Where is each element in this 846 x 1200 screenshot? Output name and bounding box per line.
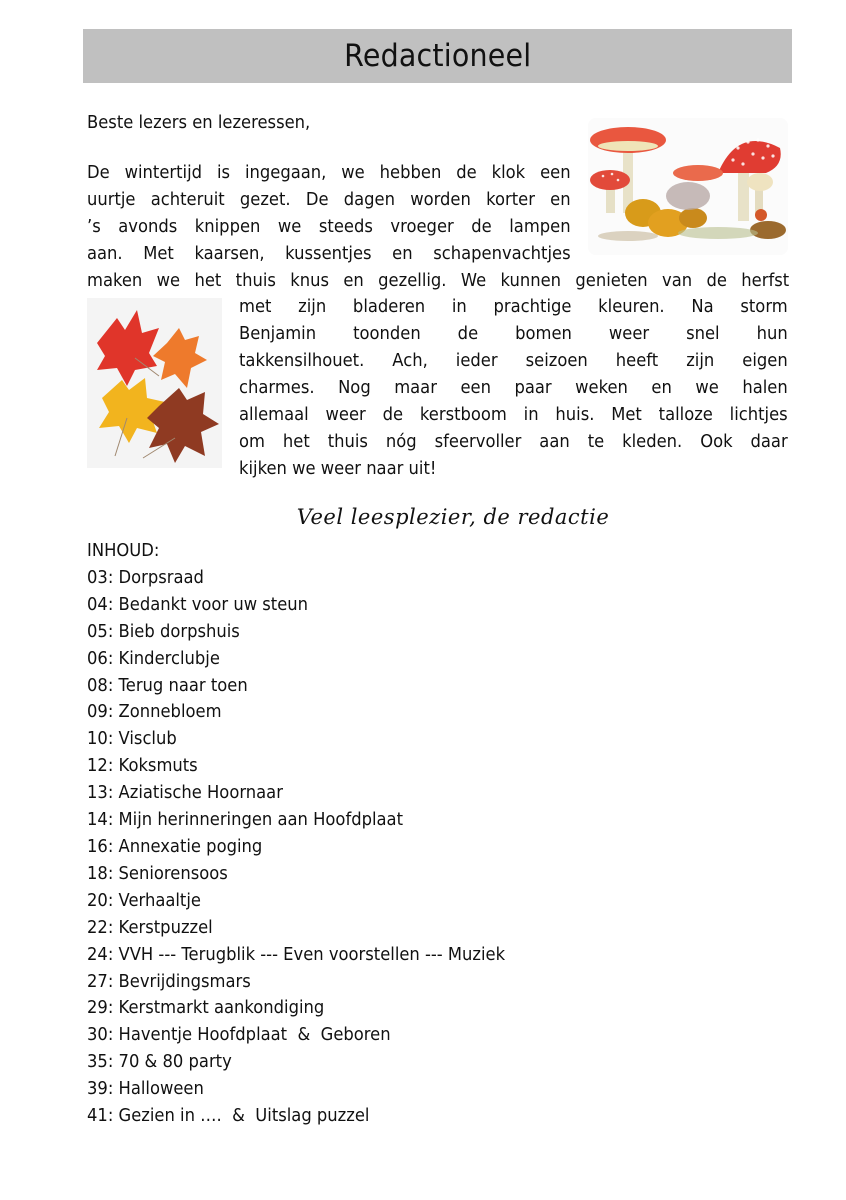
paragraph-line: charmes. Nog maar een paar weken en we halen bbox=[239, 378, 788, 398]
toc-item: 03: Dorpsraad bbox=[87, 567, 204, 588]
toc-item: 10: Visclub bbox=[87, 729, 177, 750]
toc-item: 16: Annexatie poging bbox=[87, 836, 263, 857]
body-paragraph bbox=[239, 294, 788, 483]
signoff bbox=[0, 505, 846, 529]
paragraph-line: ’s avonds knippen we steeds vroeger de lampen bbox=[87, 217, 571, 237]
table-of-contents bbox=[87, 538, 505, 1130]
paragraph-line: De wintertijd is ingegaan, we hebben de klok een bbox=[87, 163, 571, 183]
paragraph-line: allemaal weer de kerstboom in huis. Met talloze lichtjes bbox=[239, 405, 788, 425]
toc-item: 13: Aziatische Hoornaar bbox=[87, 783, 283, 804]
paragraph-line: aan. Met kaarsen, kussentjes en schapenvachtjes bbox=[87, 244, 571, 264]
intro-paragraph bbox=[87, 160, 790, 295]
toc-item: 05: Bieb dorpshuis bbox=[87, 621, 240, 642]
toc-item: 14: Mijn herinneringen aan Hoofdplaat bbox=[87, 810, 403, 831]
toc-item: 06: Kinderclubje bbox=[87, 648, 220, 669]
greeting: Beste lezers en lezeressen, bbox=[87, 113, 311, 133]
paragraph-line: maken we het thuis knus en gezellig. We kunnen genieten van de herfst bbox=[87, 271, 790, 291]
toc-item: 41: Gezien in …. & Uitslag puzzel bbox=[87, 1106, 370, 1127]
title-bar bbox=[83, 29, 792, 83]
paragraph-line: uurtje achteruit gezet. De dagen worden korter en bbox=[87, 190, 571, 210]
toc-item: 30: Haventje Hoofdplaat & Geboren bbox=[87, 1025, 391, 1046]
paragraph-line: om het thuis nóg sfeervoller aan te kleden. Ook daar bbox=[239, 432, 788, 452]
paragraph-line: met zijn bladeren in prachtige kleuren. Na storm bbox=[239, 297, 788, 317]
paragraph-line: Benjamin toonden de bomen weer snel hun bbox=[239, 324, 788, 344]
toc-item: 04: Bedankt voor uw steun bbox=[87, 594, 309, 615]
toc-item: 09: Zonnebloem bbox=[87, 702, 222, 723]
toc-item: 27: Bevrijdingsmars bbox=[87, 971, 251, 992]
toc-heading: INHOUD: bbox=[87, 541, 160, 561]
toc-item: 22: Kerstpuzzel bbox=[87, 917, 213, 938]
paragraph-line: kijken we weer naar uit! bbox=[239, 459, 437, 479]
toc-item: 12: Koksmuts bbox=[87, 756, 198, 777]
toc-item: 39: Halloween bbox=[87, 1079, 204, 1100]
autumn-leaves-illustration bbox=[87, 298, 222, 468]
toc-item: 24: VVH --- Terugblik --- Even voorstellen --- Muziek bbox=[87, 944, 506, 965]
toc-item: 20: Verhaaltje bbox=[87, 890, 201, 911]
toc-item: 18: Seniorensoos bbox=[87, 863, 228, 884]
paragraph-line: takkensilhouet. Ach, ieder seizoen heeft zijn eigen bbox=[239, 351, 788, 371]
page-title: Redactioneel bbox=[343, 38, 532, 74]
mushrooms-image bbox=[588, 118, 788, 255]
toc-item: 35: 70 & 80 party bbox=[87, 1052, 232, 1073]
toc-item: 08: Terug naar toen bbox=[87, 675, 248, 696]
signoff-text: Veel leesplezier, de redactie bbox=[296, 505, 610, 529]
autumn-leaves-image bbox=[87, 298, 222, 468]
mushrooms-illustration bbox=[588, 118, 788, 255]
toc-item: 29: Kerstmarkt aankondiging bbox=[87, 998, 325, 1019]
